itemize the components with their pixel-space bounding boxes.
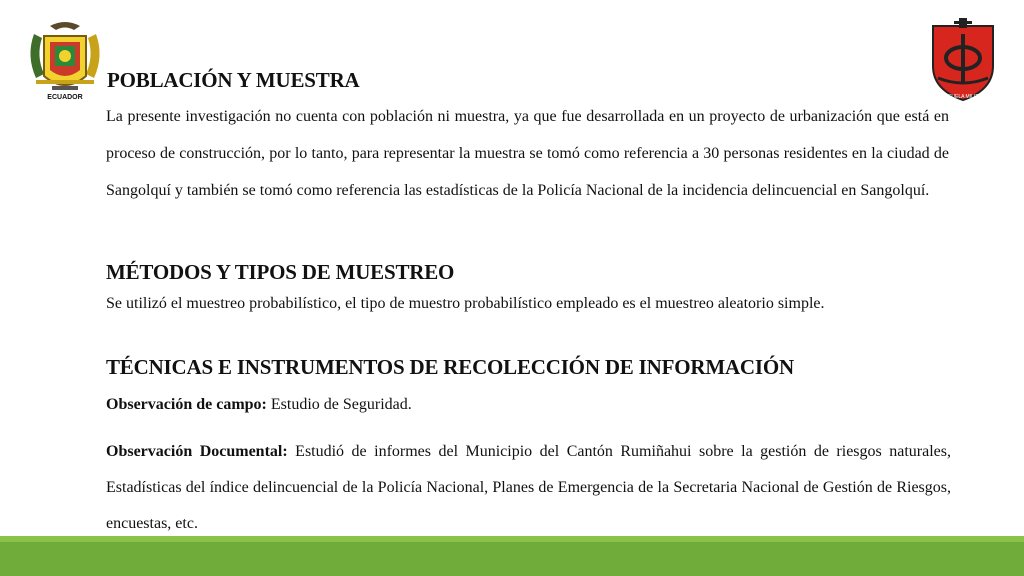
logo-caption: ESCUELA MILITAR <box>941 94 985 100</box>
observacion-campo-text: Estudio de Seguridad. <box>266 396 412 413</box>
section-title-poblacion: POBLACIÓN Y MUESTRA <box>107 68 360 92</box>
section-body-metodos: Se utilizó el muestreo probabilístico, el tipo de muestro probabilístico empleado es el muestreo aleatorio simple. <box>106 295 825 312</box>
observacion-documental-text: Estudió de informes del Municipio del Cantón Rumiñahui sobre la gestión de riesgos naturales, Estadísticas del índice delincuencial de la Policía Nacional, Planes de Emergencia de la Secretaria Nacional de Gestión de Riesgos, encuestas, etc. <box>106 443 951 532</box>
observacion-campo-paragraph <box>106 394 949 416</box>
observacion-campo-label: Observación de campo: <box>106 396 267 413</box>
section-body-poblacion: La presente investigación no cuenta con población ni muestra, ya que fue desarrollada en un proyecto de urbanización que está en proceso de construcción, por lo tanto, para representar la muestra se tomó como referencia a 30 personas residentes en la ciudad de Sangolquí y también se tomó como referencia las estadísticas de la Policía Nacional de la incidencia delincuencial en Sangolquí. <box>106 108 949 199</box>
section-title-metodos: MÉTODOS Y TIPOS DE MUESTREO <box>106 260 455 284</box>
shield-icon <box>928 16 998 102</box>
military-school-shield-logo <box>928 16 998 102</box>
coat-of-arms-icon <box>22 16 108 106</box>
footer-accent-bar <box>0 536 1024 576</box>
ecuador-coat-of-arms-logo <box>22 16 108 106</box>
observacion-documental-label: Observación Documental: <box>106 443 288 460</box>
observacion-documental-paragraph <box>106 434 951 542</box>
logo-caption: ECUADOR <box>47 94 83 101</box>
section-title-tecnicas: TÉCNICAS E INSTRUMENTOS DE RECOLECCIÓN DE INFORMACIÓN <box>106 355 794 379</box>
